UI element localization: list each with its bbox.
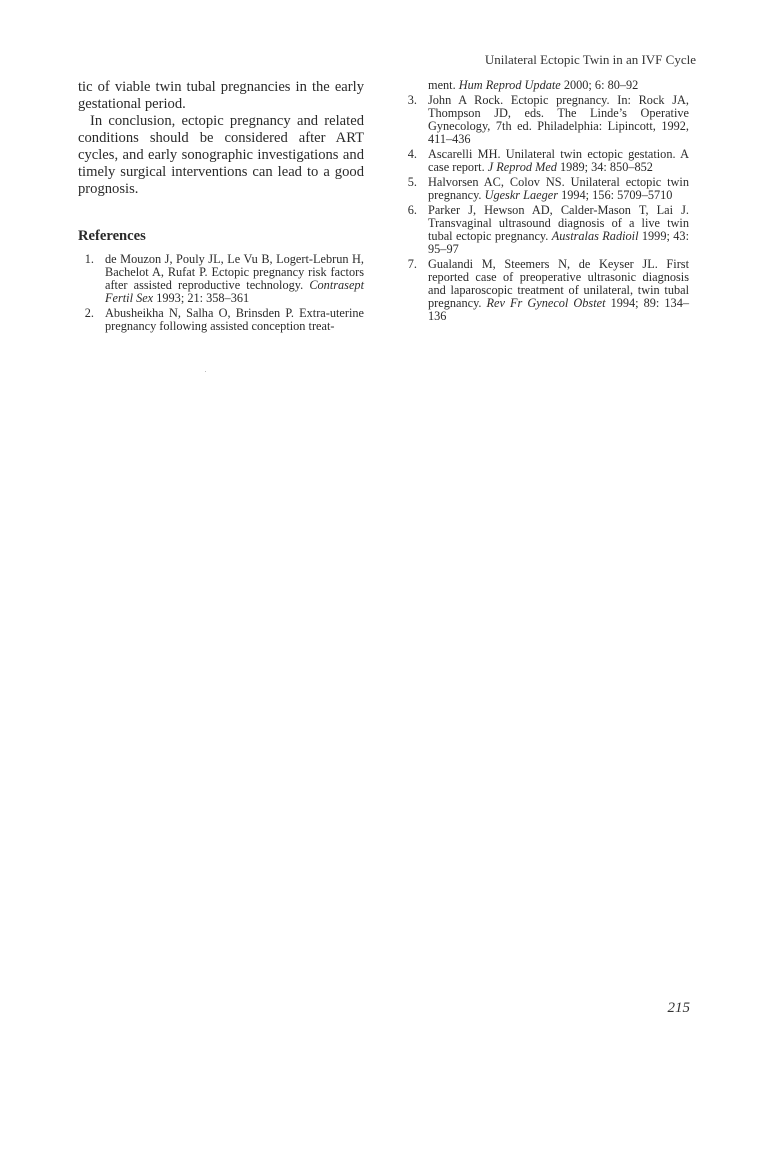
reference-text: Parker J, Hewson AD, Calder-Mason T, Lai J. Transvaginal ultrasound diagnosis of a live twin tubal ectopic pregnancy. — [428, 203, 689, 243]
reference-citation: 1993; 21: 358–361 — [153, 291, 250, 305]
reference-citation: 1994; 89: 134–136 — [428, 296, 689, 323]
reference-item — [401, 94, 689, 146]
reference-item-continued — [401, 79, 689, 92]
reference-item — [78, 307, 364, 333]
reference-item — [401, 148, 689, 174]
reference-citation: 1989; 34: 850–852 — [556, 160, 653, 174]
reference-number: 6. — [407, 203, 417, 217]
reference-text: de Mouzon J, Pouly JL, Le Vu B, Logert-Lebrun H, Bachelot A, Rufat P. Ectopic pregnancy risk factors after assisted reproductive technology. — [105, 252, 364, 292]
reference-citation: 1994; 156: 5709–5710 — [558, 188, 673, 202]
reference-text: Ascarelli MH. Unilateral twin ectopic gestation. A case report. — [428, 147, 689, 174]
journal-name: Hum Reprod Update — [458, 78, 561, 92]
reference-text: Gualandi M, Steemers N, de Keyser JL. First reported case of preoperative ultrasonic diagnosis and laparoscopic treatment of unilateral, twin tubal pregnancy. — [428, 257, 689, 310]
page-number: 215 — [667, 1000, 690, 1016]
paragraph: tic of viable twin tubal pregnancies in the early gestational period. — [78, 79, 364, 112]
journal-name: Australas Radioil — [551, 229, 639, 243]
reference-number: 5. — [407, 175, 417, 189]
reference-citation: 1999; 43: 95–97 — [428, 229, 689, 256]
right-column — [401, 79, 689, 325]
reference-number: 2. — [84, 306, 94, 320]
reference-number: 1. — [84, 252, 94, 266]
paragraph: In conclusion, ectopic pregnancy and related conditions should be considered after ART cycles, and early sonographic investigations and timely surgical interventions can lead to a good prognosis. — [78, 113, 364, 197]
running-head: Unilateral Ectopic Twin in an IVF Cycle — [484, 52, 696, 67]
journal-name: Contrasept Fertil Sex — [105, 278, 364, 305]
reference-text: Halvorsen AC, Colov NS. Unilateral ectopic twin pregnancy. — [428, 175, 689, 202]
left-column — [78, 79, 364, 335]
journal-name: Ugeskr Laeger — [484, 188, 558, 202]
reference-number: 7. — [407, 257, 417, 271]
reference-item — [78, 253, 364, 305]
journal-name: Rev Fr Gynecol Obstet — [486, 296, 606, 310]
reference-list-right — [401, 79, 689, 323]
reference-citation: 2000; 6: 80–92 — [560, 78, 639, 92]
reference-item — [401, 204, 689, 256]
journal-name: J Reprod Med — [487, 160, 557, 174]
reference-text: John A Rock. Ectopic pregnancy. In: Rock JA, Thompson JD, eds. The Linde’s Operative Gynecology, 7th ed. Philadelphia: Lipincott, 1992, 411–436 — [428, 93, 689, 146]
references-heading: References — [78, 228, 146, 244]
reference-text: Abusheikha N, Salha O, Brinsden P. Extra-uterine pregnancy following assisted conception treat- — [105, 306, 364, 333]
body-text — [78, 79, 364, 198]
reference-text: ment. — [428, 78, 459, 92]
reference-list-left — [78, 253, 364, 333]
scan-speck — [205, 371, 206, 372]
reference-number: 4. — [407, 147, 417, 161]
reference-item — [401, 258, 689, 323]
reference-number: 3. — [407, 93, 417, 107]
reference-item — [401, 176, 689, 202]
